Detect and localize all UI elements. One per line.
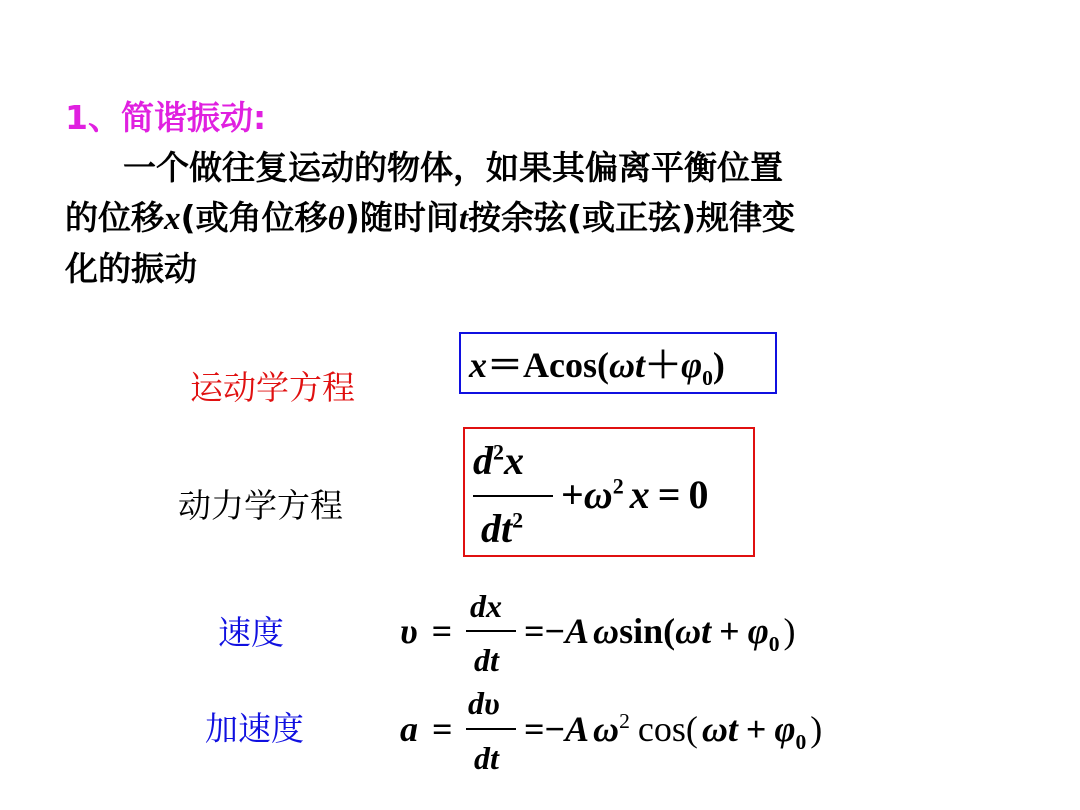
math-symbol: dt (474, 740, 499, 776)
math-symbol: = (524, 709, 545, 749)
math-symbol: ω (583, 472, 613, 517)
math-superscript: 2 (512, 507, 524, 533)
variable-theta: θ (327, 201, 345, 237)
math-symbol: A (565, 709, 590, 749)
math-symbol: Acos( (523, 345, 609, 385)
math-symbol: ωt (675, 611, 712, 651)
fraction-numerator (473, 437, 524, 484)
math-symbol: + (561, 472, 584, 517)
definition-paragraph (65, 143, 995, 294)
math-superscript: 2 (612, 473, 624, 499)
math-symbol: − (544, 611, 566, 651)
math-symbol: φ (747, 611, 769, 651)
kinematic-equation-box (459, 332, 777, 394)
math-symbol: ) (783, 611, 796, 651)
math-symbol: x (469, 345, 487, 385)
variable-t: t (458, 201, 468, 237)
velocity-lhs (400, 610, 452, 652)
math-subscript: 0 (795, 730, 807, 755)
math-symbol: x (504, 438, 524, 483)
fraction-denominator (481, 505, 523, 552)
definition-text: )随时间 (344, 198, 459, 237)
acceleration-fraction-numerator (468, 685, 500, 722)
math-symbol: = (432, 709, 453, 749)
acceleration-rhs (524, 708, 822, 755)
math-symbol: x (629, 472, 650, 517)
math-symbol: = (657, 472, 681, 517)
velocity-rhs (524, 610, 796, 657)
definition-line-3: 化的振动 (65, 249, 197, 288)
velocity-fraction-denominator (474, 642, 499, 679)
definition-text: (或角位移 (180, 198, 328, 237)
math-symbol: ωt (609, 345, 646, 385)
dynamic-equation-label: 动力学方程 (178, 486, 343, 525)
math-symbol: = (431, 611, 453, 651)
math-superscript: 2 (493, 439, 504, 465)
definition-line-1: 一个做往复运动的物体，如果其偏离平衡位置 (123, 148, 783, 187)
math-symbol: ω (593, 611, 620, 651)
math-symbol: ＝ (487, 345, 524, 385)
section-heading: 1、简谐振动: (65, 98, 267, 137)
math-symbol: ω (593, 709, 620, 749)
math-symbol: ) (810, 709, 823, 749)
math-symbol: dx (470, 588, 502, 624)
acceleration-lhs (400, 708, 453, 750)
math-symbol: υ (400, 611, 418, 651)
acceleration-label: 加速度 (205, 709, 304, 748)
math-symbol: ) (712, 345, 725, 385)
math-subscript: 0 (768, 632, 780, 657)
velocity-fraction-numerator (470, 588, 502, 625)
math-symbol: A (565, 611, 590, 651)
velocity-label: 速度 (218, 613, 284, 652)
acceleration-fraction-bar (466, 728, 516, 730)
dynamic-equation-box (463, 427, 755, 557)
math-symbol: dt (481, 506, 513, 551)
math-symbol: + (745, 709, 767, 749)
math-symbol: + (719, 611, 740, 651)
velocity-fraction-bar (466, 630, 516, 632)
acceleration-fraction-denominator (474, 740, 499, 777)
math-symbol: dυ (468, 685, 500, 721)
definition-text: 按余弦(或正弦)规律变 (468, 198, 796, 237)
definition-line-2 (65, 193, 995, 244)
math-symbol: φ (774, 709, 796, 749)
definition-text: 的位移 (65, 198, 164, 237)
math-symbol: cos( (637, 709, 698, 749)
dynamic-equation-rest (561, 471, 709, 518)
math-symbol: ＋ (645, 345, 682, 385)
variable-x: x (164, 201, 181, 237)
kinematic-equation-label: 运动学方程 (190, 368, 355, 407)
math-symbol: φ (681, 345, 703, 385)
math-symbol: = (524, 611, 545, 651)
math-symbol: ωt (701, 709, 738, 749)
math-symbol: d (473, 438, 493, 483)
math-symbol: dt (474, 642, 499, 678)
math-subscript: 0 (702, 366, 713, 391)
math-symbol: a (400, 709, 418, 749)
math-symbol: − (544, 709, 566, 749)
math-superscript: 2 (619, 709, 630, 733)
math-symbol: 0 (688, 472, 709, 517)
math-symbol: sin( (619, 611, 676, 651)
fraction-bar (473, 495, 553, 497)
